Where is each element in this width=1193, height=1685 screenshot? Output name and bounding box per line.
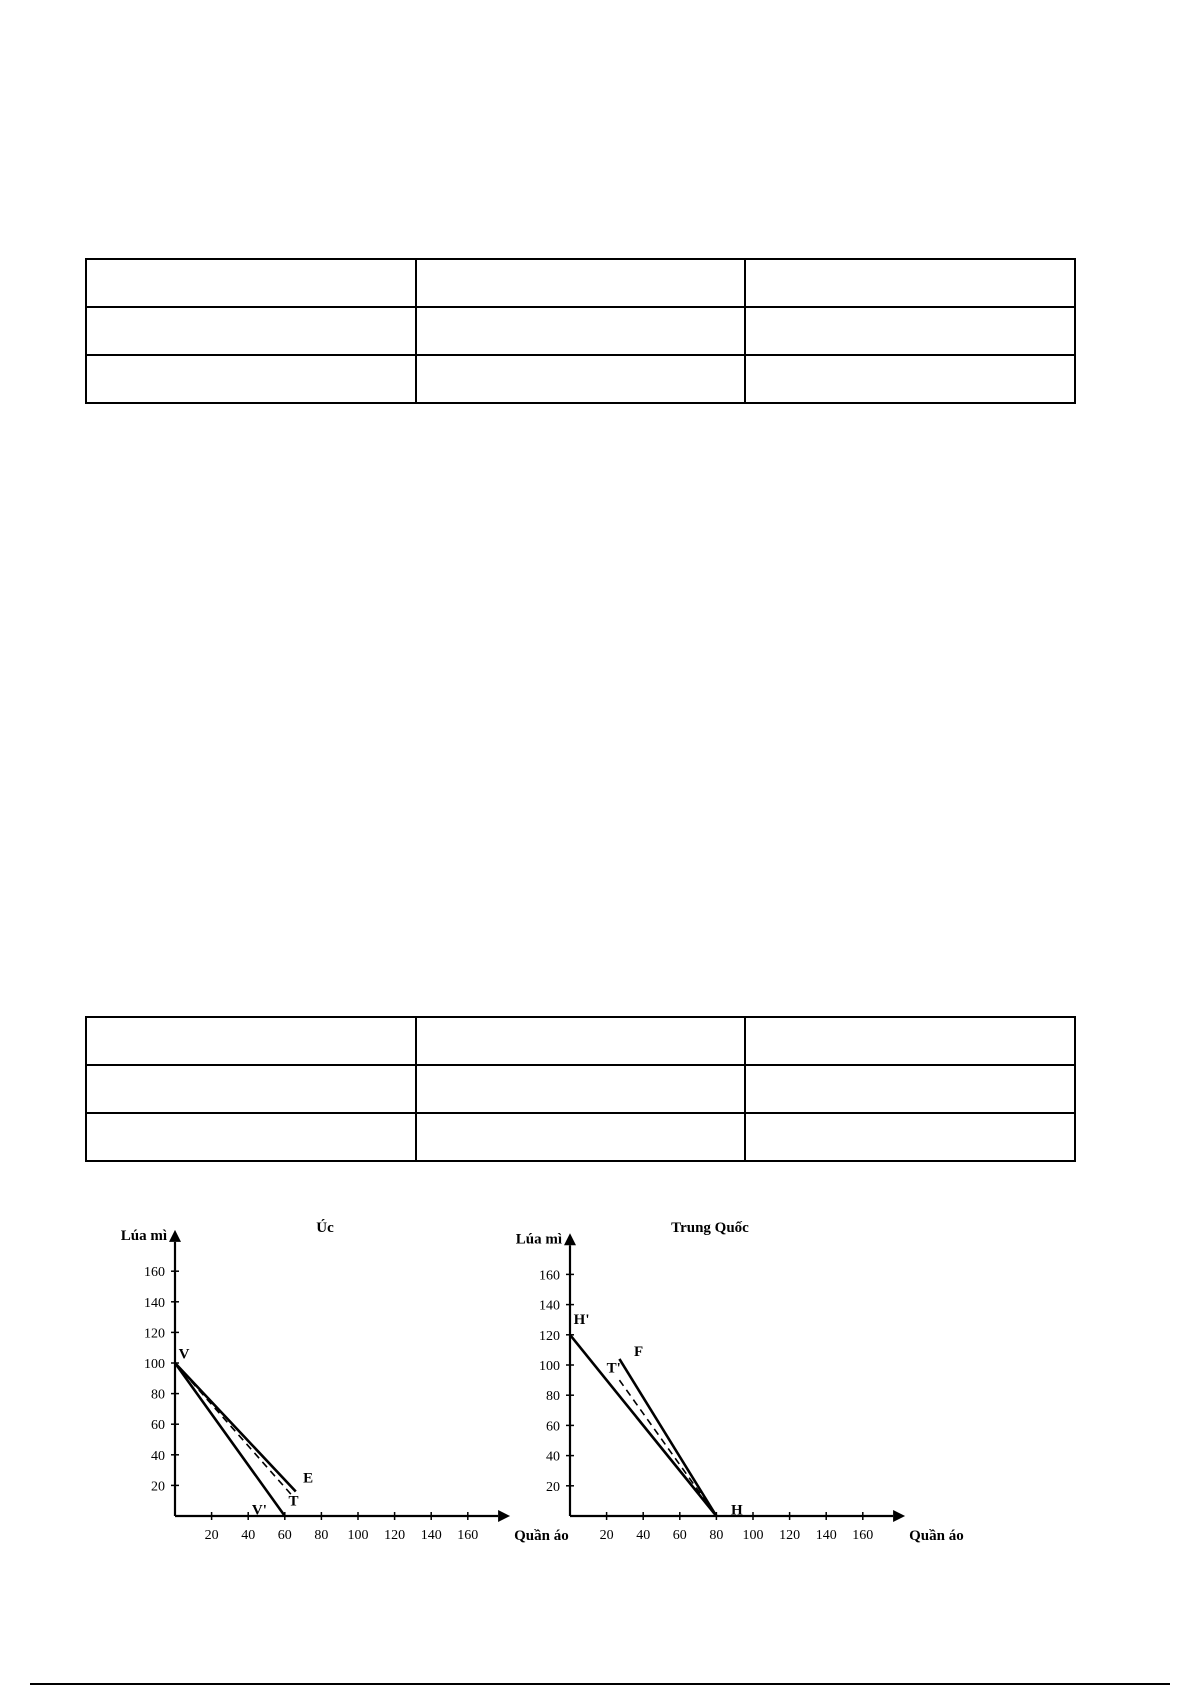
x-tick-label: 140: [420, 1528, 442, 1543]
point-label: H: [731, 1502, 743, 1519]
point-label: V': [251, 1502, 267, 1519]
y-tick-label: 20: [151, 1479, 165, 1495]
x-tick-label: 60: [672, 1528, 687, 1543]
table-cell: [86, 259, 416, 307]
table-cell: [86, 355, 416, 403]
x-tick-label: 100: [742, 1528, 764, 1543]
figure-charts: [90, 1196, 1100, 1566]
y-tick-label: 100: [144, 1357, 165, 1372]
y-tick-label: 120: [144, 1326, 165, 1342]
x-tick-label: 40: [241, 1528, 256, 1543]
x-tick-label: 40: [636, 1528, 651, 1543]
x-axis-arrow-icon: [498, 1510, 510, 1522]
y-axis-title: Lúa mì: [515, 1231, 562, 1248]
y-tick-label: 80: [151, 1387, 165, 1403]
x-axis-title: Quần áo: [909, 1528, 964, 1544]
x-tick-label: 80: [709, 1528, 724, 1543]
table-cell: [745, 259, 1075, 307]
point-label: E: [303, 1470, 314, 1487]
production-line: [619, 1359, 716, 1516]
chart-title: Trung Quốc: [671, 1220, 749, 1236]
x-tick-label: 140: [815, 1528, 837, 1543]
y-tick-label: 100: [539, 1359, 560, 1374]
table-cell: [745, 307, 1075, 355]
x-tick-label: 120: [384, 1528, 406, 1543]
table-cell: [745, 1065, 1075, 1113]
chart-title: Úc: [316, 1220, 334, 1236]
table-row: [86, 1113, 1075, 1161]
table-cell: [416, 355, 746, 403]
y-tick-label: 160: [144, 1265, 165, 1281]
table-row: [86, 355, 1075, 403]
table-row: [86, 1017, 1075, 1065]
y-axis-arrow-icon: [564, 1233, 576, 1245]
table-cell: [416, 1113, 746, 1161]
charts-svg: [90, 1196, 1100, 1566]
point-label: V: [178, 1346, 190, 1363]
production-line: [175, 1363, 285, 1519]
table-cell: [416, 1065, 746, 1113]
x-tick-label: 80: [314, 1528, 329, 1543]
y-tick-label: 140: [539, 1298, 560, 1314]
table-bottom: [85, 1016, 1076, 1162]
table-cell: [86, 307, 416, 355]
y-tick-label: 160: [539, 1268, 560, 1284]
y-tick-label: 60: [151, 1418, 165, 1434]
x-tick-label: 160: [457, 1528, 479, 1543]
table-row: [86, 307, 1075, 355]
x-tick-label: 20: [599, 1528, 614, 1543]
trade-line-dashed: [619, 1380, 716, 1516]
point-label: F: [634, 1343, 644, 1360]
table-cell: [745, 1113, 1075, 1161]
table-cell: [745, 1017, 1075, 1065]
y-tick-label: 120: [539, 1328, 560, 1344]
x-tick-label: 60: [277, 1528, 292, 1543]
y-axis-title: Lúa mì: [120, 1227, 167, 1244]
table-cell: [86, 1017, 416, 1065]
point-label: T': [606, 1360, 621, 1377]
table-cell: [86, 1065, 416, 1113]
table-row: [86, 259, 1075, 307]
production-line: [175, 1363, 296, 1492]
y-axis-arrow-icon: [169, 1230, 181, 1242]
x-axis-title: Quần áo: [514, 1528, 569, 1544]
x-tick-label: 120: [779, 1528, 801, 1543]
table-cell: [416, 307, 746, 355]
point-label: T: [288, 1493, 299, 1510]
x-tick-label: 100: [347, 1528, 369, 1543]
table-top: [85, 258, 1076, 404]
point-label: H': [573, 1312, 590, 1329]
x-axis-arrow-icon: [893, 1510, 905, 1522]
production-line: [570, 1335, 716, 1516]
x-tick-label: 160: [852, 1528, 874, 1543]
table-cell: [416, 259, 746, 307]
table-cell: [745, 355, 1075, 403]
table-cell: [86, 1113, 416, 1161]
table-row: [86, 1065, 1075, 1113]
y-tick-label: 40: [151, 1448, 165, 1464]
table-cell: [416, 1017, 746, 1065]
y-tick-label: 20: [546, 1479, 560, 1495]
y-tick-label: 40: [546, 1449, 560, 1465]
x-tick-label: 20: [204, 1528, 219, 1543]
y-tick-label: 80: [546, 1389, 560, 1405]
y-tick-label: 60: [546, 1419, 560, 1435]
y-tick-label: 140: [144, 1295, 165, 1311]
